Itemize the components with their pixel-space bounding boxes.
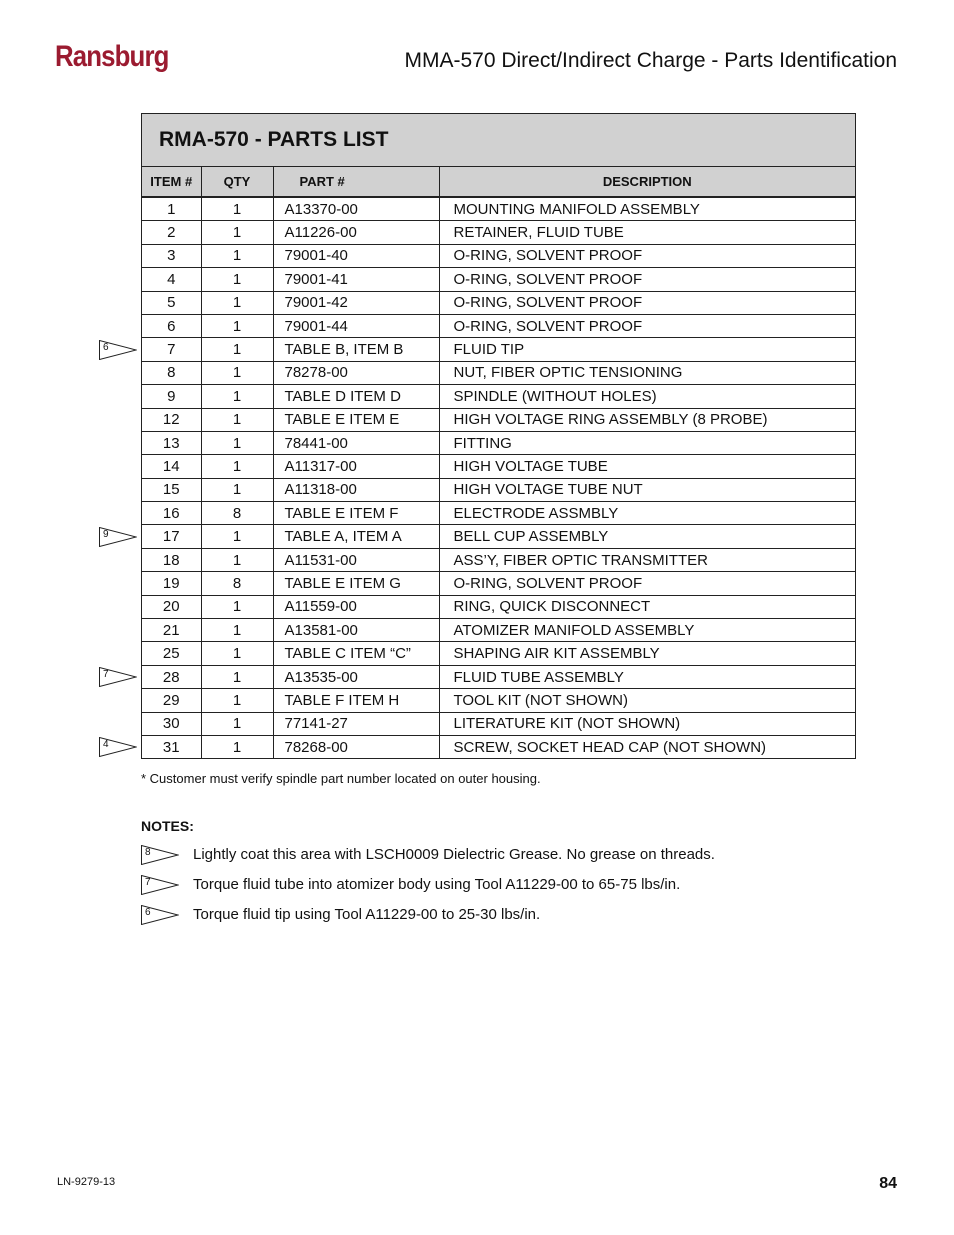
qty-cell: 1: [201, 619, 273, 642]
description-cell: LITERATURE KIT (NOT SHOWN): [439, 712, 855, 735]
table-header-row: [142, 167, 855, 197]
part-number-cell: A13581-00: [273, 619, 439, 642]
part-number-cell: A11317-00: [273, 455, 439, 478]
item-cell: 1: [142, 197, 201, 221]
part-number-cell: 79001-44: [273, 314, 439, 337]
description-cell: NUT, FIBER OPTIC TENSIONING: [439, 361, 855, 384]
parts-list-table: [141, 113, 856, 759]
qty-cell: 1: [201, 689, 273, 712]
table-row: [142, 221, 855, 244]
note-flag-icon: [141, 875, 177, 893]
note-flag-icon: [141, 845, 177, 863]
item-cell: 8: [142, 361, 201, 384]
item-cell: 31: [142, 735, 201, 758]
part-number-cell: TABLE C ITEM “C”: [273, 642, 439, 665]
description-cell: O-RING, SOLVENT PROOF: [439, 268, 855, 291]
description-cell: BELL CUP ASSEMBLY: [439, 525, 855, 548]
note-flag-icon: [99, 340, 135, 358]
item-cell: 18: [142, 548, 201, 571]
table-row: [142, 338, 855, 361]
qty-cell: 1: [201, 665, 273, 688]
part-number-cell: 79001-41: [273, 268, 439, 291]
qty-cell: 1: [201, 361, 273, 384]
note-text: Torque fluid tip using Tool A11229-00 to 25-30 lbs/in.: [193, 906, 541, 923]
note-flag-icon: [99, 667, 135, 685]
qty-cell: 1: [201, 431, 273, 454]
item-cell: 9: [142, 385, 201, 408]
item-cell: 14: [142, 455, 201, 478]
part-number-cell: 78278-00: [273, 361, 439, 384]
item-cell: 21: [142, 619, 201, 642]
column-header-qty: QTY: [201, 167, 273, 197]
table-row: [142, 314, 855, 337]
table-row: [142, 712, 855, 735]
description-cell: FITTING: [439, 431, 855, 454]
item-cell: 19: [142, 572, 201, 595]
description-cell: HIGH VOLTAGE TUBE NUT: [439, 478, 855, 501]
description-cell: ELECTRODE ASSMBLY: [439, 502, 855, 525]
qty-cell: 1: [201, 244, 273, 267]
table-row: [142, 385, 855, 408]
part-number-cell: 77141-27: [273, 712, 439, 735]
description-cell: ATOMIZER MANIFOLD ASSEMBLY: [439, 619, 855, 642]
description-cell: SPINDLE (WITHOUT HOLES): [439, 385, 855, 408]
qty-cell: 1: [201, 408, 273, 431]
page-number: 84: [879, 1175, 897, 1192]
description-cell: O-RING, SOLVENT PROOF: [439, 314, 855, 337]
description-cell: SCREW, SOCKET HEAD CAP (NOT SHOWN): [453, 738, 767, 756]
item-cell: 7: [142, 338, 201, 361]
item-cell: 13: [142, 431, 201, 454]
part-number-cell: TABLE E ITEM G: [273, 572, 439, 595]
qty-cell: 1: [201, 314, 273, 337]
table-row: [142, 408, 855, 431]
note-flag-number: 4: [103, 738, 109, 750]
qty-cell: 1: [201, 221, 273, 244]
part-number-cell: TABLE A, ITEM A: [273, 525, 439, 548]
item-cell: 4: [142, 268, 201, 291]
note-flag-icon: [99, 527, 135, 545]
note-flag-icon: [99, 737, 135, 755]
table-row: [142, 244, 855, 267]
note-flag-number: 7: [103, 669, 109, 680]
description-cell: RING, QUICK DISCONNECT: [439, 595, 855, 618]
note-flag-number: 6: [103, 341, 109, 353]
item-cell: 15: [142, 478, 201, 501]
item-cell: 30: [142, 712, 201, 735]
table-row: [142, 548, 855, 571]
qty-cell: 1: [201, 291, 273, 314]
note-text: Lightly coat this area with LSCH0009 Dielectric Grease. No grease on threads.: [193, 846, 715, 863]
part-number-cell: A11531-00: [273, 548, 439, 571]
table-row: [142, 268, 855, 291]
footnote: * Customer must verify spindle part number located on outer housing.: [141, 771, 541, 786]
table-row: [142, 572, 855, 595]
part-number-cell: TABLE E ITEM E: [273, 408, 439, 431]
description-cell: FLUID TUBE ASSEMBLY: [439, 665, 855, 688]
item-cell: 28: [142, 665, 201, 688]
note-flag-icon: [141, 905, 177, 923]
item-cell: 29: [142, 689, 201, 712]
item-cell: 2: [142, 221, 201, 244]
table-row: [142, 291, 855, 314]
table-row: [142, 431, 855, 454]
item-cell: 3: [142, 244, 201, 267]
item-cell: 20: [142, 595, 201, 618]
item-cell: 6: [142, 314, 201, 337]
ransburg-logo: Ransburg: [55, 40, 169, 73]
note-flag-number: 9: [103, 528, 109, 540]
table-row: [142, 619, 855, 642]
item-cell: 16: [142, 502, 201, 525]
table-row: [142, 642, 855, 665]
table-row: [142, 689, 855, 712]
note-text: Torque fluid tube into atomizer body using Tool A11229-00 to 65-75 lbs/in.: [193, 876, 681, 893]
item-cell: 12: [142, 408, 201, 431]
item-cell: 17: [142, 525, 201, 548]
description-cell: TOOL KIT (NOT SHOWN): [439, 689, 855, 712]
qty-cell: 1: [201, 338, 273, 361]
part-number-cell: TABLE B, ITEM B: [273, 338, 439, 361]
table-row: [142, 665, 855, 688]
qty-cell: 1: [201, 712, 273, 735]
description-cell: MOUNTING MANIFOLD ASSEMBLY: [439, 197, 855, 221]
document-number: LN-9279-13: [57, 1176, 116, 1188]
column-header-item: ITEM #: [142, 167, 201, 197]
qty-cell: 1: [201, 455, 273, 478]
description-cell: RETAINER, FLUID TUBE: [439, 221, 855, 244]
part-number-cell: A11226-00: [273, 221, 439, 244]
part-number-cell: A13535-00: [273, 665, 439, 688]
table-row: [142, 525, 855, 548]
part-number-cell: A13370-00: [273, 197, 439, 221]
description-cell: HIGH VOLTAGE TUBE: [439, 455, 855, 478]
table-row: [142, 455, 855, 478]
item-cell: 5: [142, 291, 201, 314]
qty-cell: 1: [201, 735, 273, 758]
description-cell: SHAPING AIR KIT ASSEMBLY: [439, 642, 855, 665]
qty-cell: 8: [201, 502, 273, 525]
qty-cell: 1: [201, 197, 273, 221]
table-row: [142, 478, 855, 501]
description-cell: FLUID TIP: [439, 338, 855, 361]
column-header-part: PART #: [273, 167, 439, 197]
qty-cell: 1: [201, 642, 273, 665]
table-row: [142, 197, 855, 221]
column-header-description: DESCRIPTION: [439, 167, 855, 197]
part-number-cell: A11559-00: [273, 595, 439, 618]
description-cell: O-RING, SOLVENT PROOF: [439, 244, 855, 267]
table-row: [142, 361, 855, 384]
part-number-cell: 78441-00: [273, 431, 439, 454]
part-number-cell: TABLE D ITEM D: [273, 385, 439, 408]
item-cell: 25: [142, 642, 201, 665]
description-cell: O-RING, SOLVENT PROOF: [439, 572, 855, 595]
note-flag-number: 7: [145, 877, 151, 888]
table-row: [142, 735, 855, 758]
part-number-cell: TABLE F ITEM H: [273, 689, 439, 712]
qty-cell: 1: [201, 385, 273, 408]
qty-cell: 1: [201, 478, 273, 501]
qty-cell: 1: [201, 595, 273, 618]
table-row: [142, 502, 855, 525]
note-flag-number: 8: [145, 847, 151, 858]
note-flag-number: 6: [145, 907, 151, 918]
part-number-cell: 79001-40: [273, 244, 439, 267]
qty-cell: 1: [201, 268, 273, 291]
description-cell: HIGH VOLTAGE RING ASSEMBLY (8 PROBE): [439, 408, 855, 431]
part-number-cell: A11318-00: [273, 478, 439, 501]
table-row: [142, 595, 855, 618]
notes-title: NOTES:: [141, 818, 194, 834]
part-number-cell: 79001-42: [273, 291, 439, 314]
parts-list-title: RMA-570 - PARTS LIST: [142, 114, 855, 167]
description-cell: O-RING, SOLVENT PROOF: [439, 291, 855, 314]
qty-cell: 1: [201, 548, 273, 571]
description-cell: ASS’Y, FIBER OPTIC TRANSMITTER: [439, 548, 855, 571]
qty-cell: 1: [201, 525, 273, 548]
qty-cell: 8: [201, 572, 273, 595]
part-number-cell: TABLE E ITEM F: [273, 502, 439, 525]
page-title: MMA-570 Direct/Indirect Charge - Parts Identification: [404, 49, 897, 72]
part-number-cell: 78268-00: [273, 735, 439, 758]
